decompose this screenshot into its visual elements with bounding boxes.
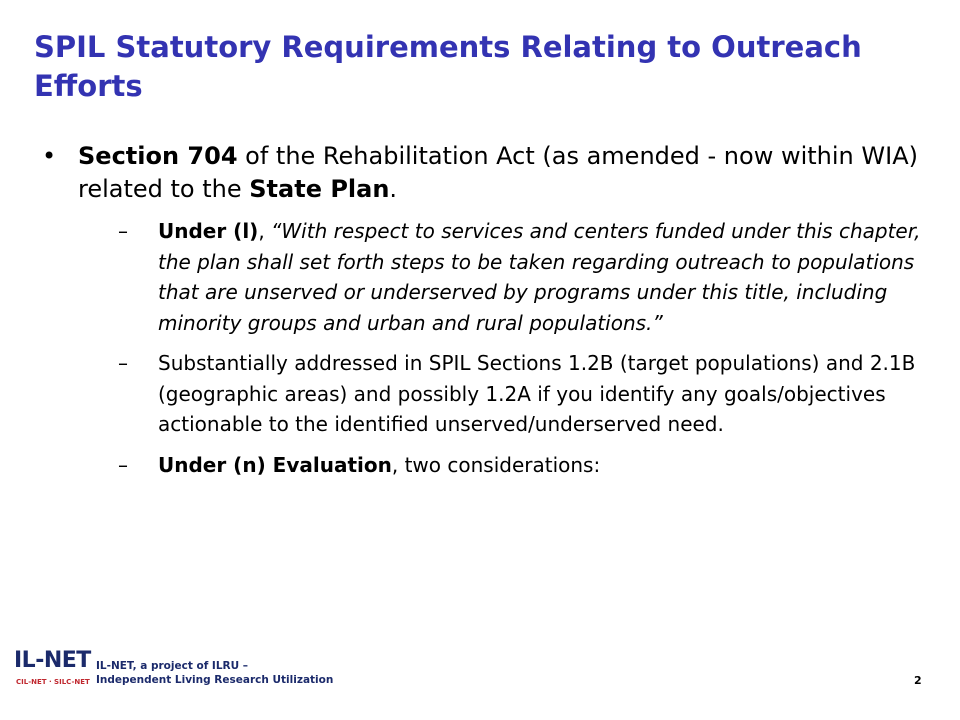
under-l-label: Under (l) <box>158 219 259 243</box>
spil-sections-text: Substantially addressed in SPIL Sections 1.2B (target populations) and 2.1B (geographic areas) and possibly 1.2A if you identify any goals/objectives actionable to the identified unserved/underserved need. <box>158 351 916 436</box>
dash-marker: – <box>118 351 128 375</box>
il-net-logo <box>14 648 334 692</box>
dash-marker: – <box>118 219 128 243</box>
under-l-separator: , <box>258 219 272 243</box>
sub-bullet-spil-sections <box>118 348 930 440</box>
logo-tagline-2: Independent Living Research Utilization <box>96 674 334 686</box>
section-704-label: Section 704 <box>78 142 238 170</box>
logo-sub-text: CIL-NET · SILC-NET <box>16 678 90 686</box>
state-plan-label: State Plan <box>249 175 390 203</box>
slide-content <box>40 140 930 490</box>
main-bullet <box>40 140 930 206</box>
logo-tagline-1: IL-NET, a project of ILRU – <box>96 660 249 672</box>
sub-bullet-under-l <box>118 216 930 338</box>
dash-marker: – <box>118 452 128 477</box>
sub-bullet-under-n <box>118 450 930 481</box>
logo-main-text: IL-NET <box>14 648 91 673</box>
bullet-marker: • <box>42 142 57 170</box>
under-n-label: Under (n) Evaluation <box>158 452 392 477</box>
slide-title: SPIL Statutory Requirements Relating to Outreach Efforts <box>34 30 862 103</box>
main-bullet-text-2: . <box>389 175 398 203</box>
under-l-quote: “With respect to services and centers funded under this chapter, the plan shall set forth steps to be taken regarding outreach to populations that are unserved or underserved by programs under this title, including minority groups and urban and rural populations.” <box>158 219 921 335</box>
page-number: 2 <box>914 674 922 687</box>
il-net-logo-mark <box>14 648 92 692</box>
under-n-text: , two considerations: <box>391 452 601 477</box>
main-bullet-text-1: of the Rehabilitation Act (as amended - now within WIA) related to the <box>78 142 918 203</box>
